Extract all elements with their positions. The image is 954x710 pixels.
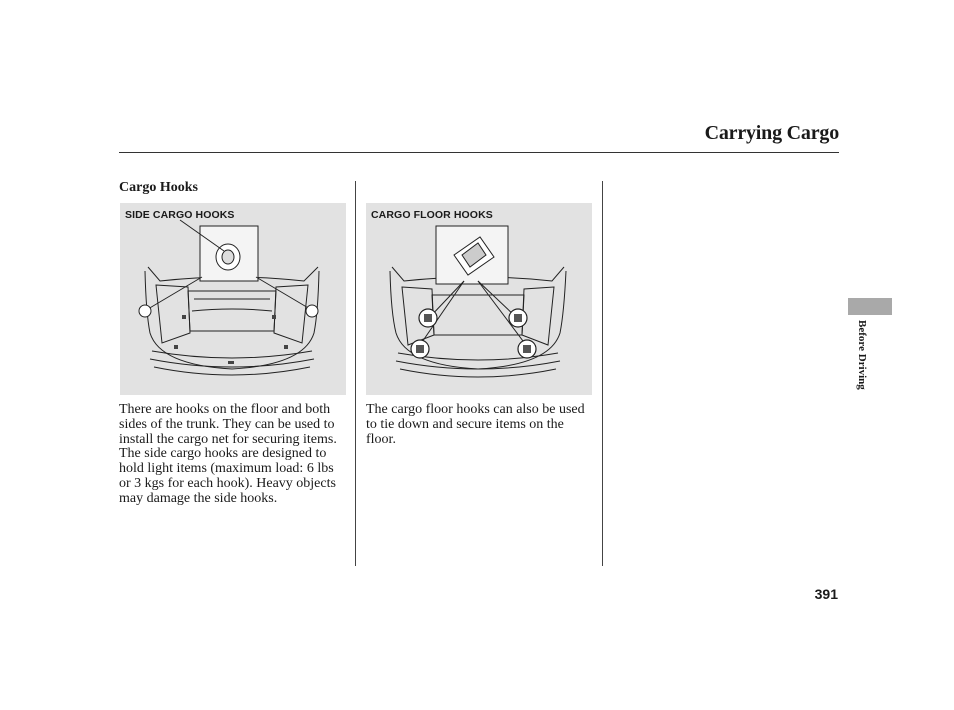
side-cargo-hooks-illustration (120, 203, 346, 395)
side-cargo-hooks-label: SIDE CARGO HOOKS (125, 209, 235, 221)
section-heading: Cargo Hooks (119, 180, 198, 195)
page-title: Carrying Cargo (704, 122, 839, 144)
cargo-floor-hooks-figure (366, 203, 592, 395)
floor-hooks-description: The cargo floor hooks can also be used to tie down and secure items on the floor. (366, 402, 585, 447)
cargo-floor-hooks-illustration (366, 203, 592, 395)
side-cargo-hooks-figure (120, 203, 346, 395)
cargo-hooks-description: There are hooks on the floor and both sides of the trunk. They can be used to install the cargo net for securing items. The side cargo hooks are designed to hold light items (maximum load: 6 lbs or 3 kgs for each hook). Heavy objects may damage the side hooks. (119, 402, 337, 506)
column-divider-right (602, 181, 603, 566)
section-tab (848, 298, 892, 315)
section-tab-label: Before Driving (856, 320, 868, 390)
page-number: 391 (814, 586, 838, 602)
cargo-floor-hooks-label: CARGO FLOOR HOOKS (371, 209, 493, 221)
column-divider-left (355, 181, 356, 566)
title-rule (119, 152, 839, 153)
